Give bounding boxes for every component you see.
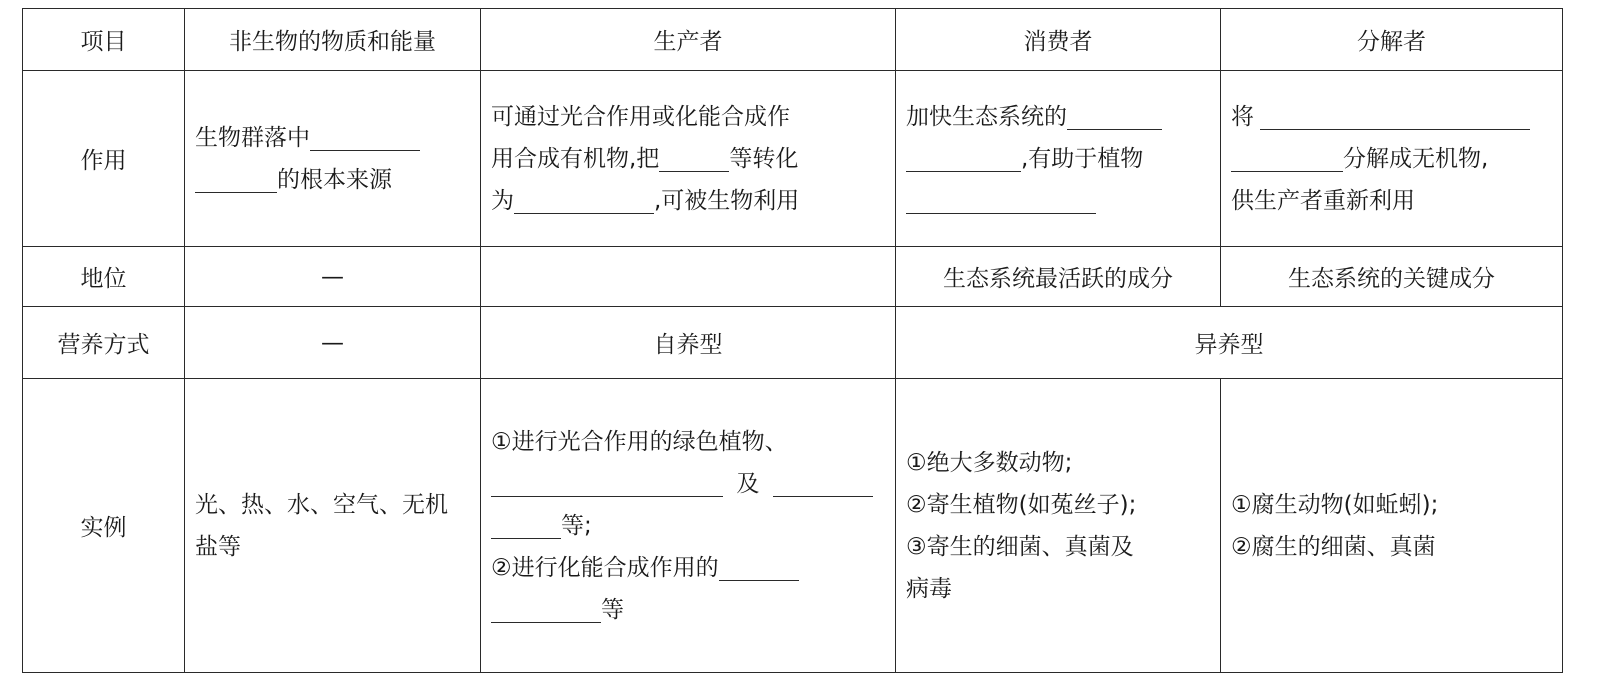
examples-consumer-text-1: ①绝大多数动物; [906,449,1073,476]
blank [906,145,1021,172]
blank [491,596,601,623]
blank [514,187,654,214]
status-decomposer: 生态系统的关键成分 [1221,247,1563,307]
function-decomposer-text-2: 分解成无机物, [1343,145,1489,172]
function-abiotic-text-1: 生物群落中 [195,124,310,151]
status-producer [481,247,896,307]
examples-producer-text-2: 及 [736,470,760,497]
examples-producer-text-4: ②进行化能合成作用的 [491,554,719,581]
examples-abiotic-text-2: 盐等 [195,533,241,560]
examples-consumer-text-4: 病毒 [906,575,952,602]
function-consumer-cell [896,71,1221,247]
header-decomposer: 分解者 [1221,9,1563,71]
function-producer-text-2b: 等转化 [729,145,799,172]
ecosystem-components-table [22,8,1563,673]
blank [659,145,729,172]
nutrition-heterotroph: 异养型 [896,307,1563,379]
function-row [23,71,1563,247]
examples-label: 实例 [23,379,185,673]
function-decomposer-text-3: 供生产者重新利用 [1231,187,1415,214]
header-consumer: 消费者 [896,9,1221,71]
blank [773,470,873,497]
examples-consumer-text-3: ③寄生的细菌、真菌及 [906,533,1134,560]
examples-abiotic-text-1: 光、热、水、空气、无机 [195,491,448,518]
function-producer-text-2a: 用合成有机物,把 [491,145,660,172]
examples-producer-cell [481,379,896,673]
status-abiotic: — [185,247,481,307]
nutrition-row [23,307,1563,379]
examples-decomposer-cell [1221,379,1563,673]
blank [195,166,277,193]
nutrition-label: 营养方式 [23,307,185,379]
examples-consumer-cell [896,379,1221,673]
examples-row [23,379,1563,673]
blank [1067,103,1162,130]
blank [491,470,723,497]
function-label: 作用 [23,71,185,247]
function-producer-text-3a: 为 [491,187,514,214]
function-producer-cell [481,71,896,247]
examples-consumer-text-2: ②寄生植物(如菟丝子); [906,491,1137,518]
function-abiotic-text-2: 的根本来源 [277,166,392,193]
function-decomposer-text-1: 将 [1231,103,1254,130]
examples-decomposer-text-2: ②腐生的细菌、真菌 [1231,533,1436,560]
function-producer-text-1: 可通过光合作用或化能合成作 [491,103,790,130]
examples-producer-text-3: 等; [561,512,592,539]
status-label: 地位 [23,247,185,307]
function-decomposer-cell [1221,71,1563,247]
nutrition-producer: 自养型 [481,307,896,379]
header-row [23,9,1563,71]
examples-abiotic-cell [185,379,481,673]
blank [719,554,799,581]
examples-producer-text-5: 等 [601,596,624,623]
blank [1231,145,1343,172]
blank [906,187,1096,214]
header-abiotic: 非生物的物质和能量 [185,9,481,71]
blank [310,124,420,151]
nutrition-abiotic: — [185,307,481,379]
header-producer: 生产者 [481,9,896,71]
function-abiotic-cell [185,71,481,247]
blank [1260,103,1530,130]
examples-producer-text-1: ①进行光合作用的绿色植物、 [491,428,788,455]
function-consumer-text-1: 加快生态系统的 [906,103,1067,130]
blank [491,512,561,539]
header-project: 项目 [23,9,185,71]
status-consumer: 生态系统最活跃的成分 [896,247,1221,307]
status-row [23,247,1563,307]
examples-decomposer-text-1: ①腐生动物(如蚯蚓); [1231,491,1439,518]
function-producer-text-3b: ,可被生物利用 [654,187,800,214]
function-consumer-text-2: ,有助于植物 [1021,145,1144,172]
